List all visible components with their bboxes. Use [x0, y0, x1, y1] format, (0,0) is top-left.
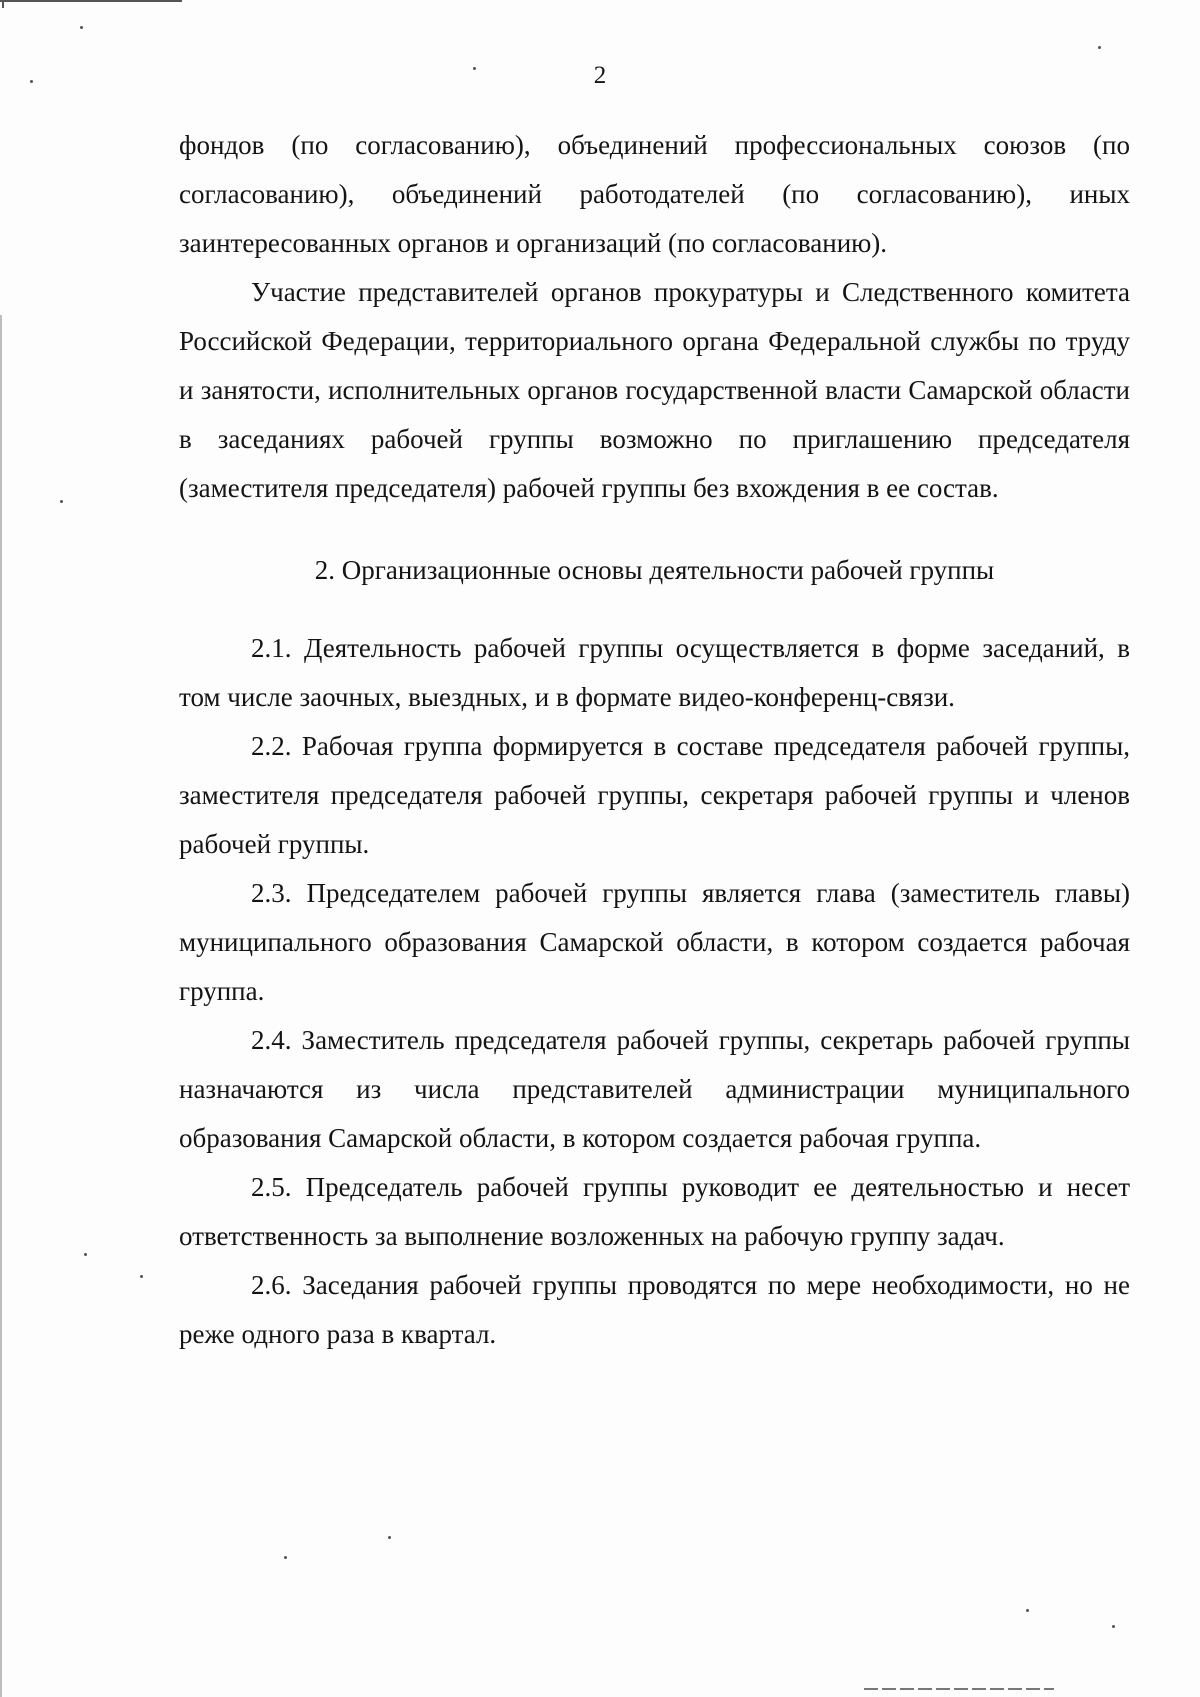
scan-speck [84, 1253, 87, 1256]
scan-bottom-rule [864, 1688, 1054, 1690]
document-body [179, 121, 1130, 1359]
scan-speck [284, 1556, 287, 1559]
paragraph-participation: Участие представителей органов прокуратуры и Следственного комитета Российской Федерации, территориального органа Федеральной службы по труду и занятости, исполнительных органов государственной власти Самарской области в заседаниях рабочей группы возможно по приглашению председателя (заместителя председателя) рабочей группы без вхождения в ее состав. [179, 277, 1130, 503]
scan-speck [1098, 46, 1101, 49]
paragraph-continuation: фондов (по согласованию), объединений профессиональных союзов (по согласованию), объединений работодателей (по согласованию), иных заинтересованных органов и организаций (по согласованию). [179, 130, 1130, 258]
clause-2-6: 2.6. Заседания рабочей группы проводятся по мере необходимости, но не реже одного раза в квартал. [179, 1270, 1130, 1349]
clause-2-3: 2.3. Председателем рабочей группы является глава (заместитель главы) муниципального образования Самарской области, в котором создается рабочая группа. [179, 878, 1130, 1006]
scan-speck [60, 500, 63, 503]
clause-2-4: 2.4. Заместитель председателя рабочей группы, секретарь рабочей группы назначаются из числа представителей администрации муниципального образования Самарской области, в котором создается рабочая группа. [179, 1025, 1130, 1153]
scan-corner-mark [0, 0, 182, 2]
scan-corner-tick [2, 0, 4, 8]
scan-speck [388, 1536, 391, 1539]
scan-speck [140, 1275, 143, 1278]
scan-speck [1112, 1625, 1115, 1628]
scan-speck [1026, 1609, 1029, 1612]
clause-2-1: 2.1. Деятельность рабочей группы осуществляется в форме заседаний, в том числе заочных, выездных, и в формате видео-конференц-связи. [179, 633, 1130, 712]
page-number: 2 [593, 62, 607, 89]
section-heading: 2. Организационные основы деятельности рабочей группы [314, 555, 995, 585]
clause-2-5: 2.5. Председатель рабочей группы руководит ее деятельностью и несет ответственность за выполнение возложенных на рабочую группу задач. [179, 1172, 1130, 1251]
scan-speck [80, 26, 83, 29]
scan-left-edge [0, 315, 2, 1697]
clause-2-2: 2.2. Рабочая группа формируется в составе председателя рабочей группы, заместителя председателя рабочей группы, секретаря рабочей группы и членов рабочей группы. [179, 731, 1130, 859]
